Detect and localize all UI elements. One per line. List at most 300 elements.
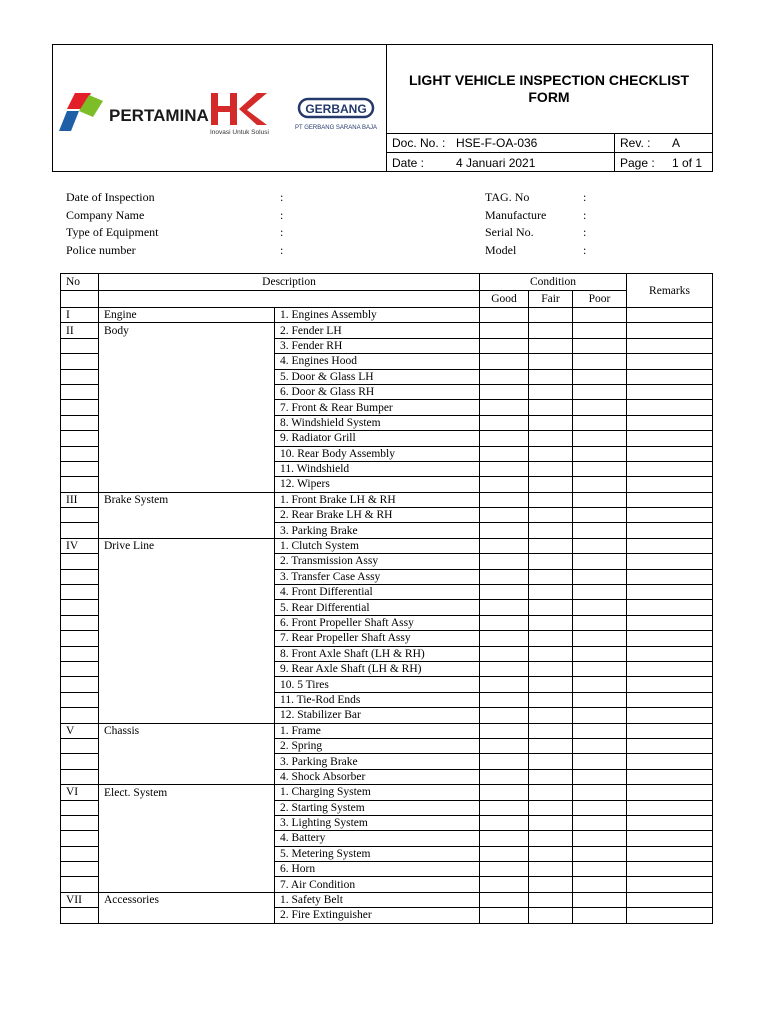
condition-poor-cell[interactable] xyxy=(573,892,627,907)
condition-poor-cell[interactable] xyxy=(573,831,627,846)
remarks-cell[interactable] xyxy=(627,554,713,569)
remarks-cell[interactable] xyxy=(627,538,713,553)
remarks-cell[interactable] xyxy=(627,461,713,476)
section-name-cell xyxy=(99,615,275,630)
section-number-cell xyxy=(61,600,99,615)
condition-good-cell[interactable] xyxy=(480,846,529,861)
condition-good-cell[interactable] xyxy=(480,585,529,600)
table-row xyxy=(61,785,713,800)
section-number-cell xyxy=(61,677,99,692)
condition-poor-cell[interactable] xyxy=(573,354,627,369)
condition-fair-cell[interactable] xyxy=(529,431,573,446)
condition-poor-cell[interactable] xyxy=(573,723,627,738)
condition-fair-cell[interactable] xyxy=(529,677,573,692)
item-description-cell: 2. Starting System xyxy=(275,800,480,815)
condition-poor-cell[interactable] xyxy=(573,738,627,753)
section-name-cell xyxy=(99,477,275,492)
condition-fair-cell[interactable] xyxy=(529,631,573,646)
condition-good-cell[interactable] xyxy=(480,754,529,769)
condition-good-cell[interactable] xyxy=(480,708,529,723)
header-good: Good xyxy=(480,291,529,308)
condition-poor-cell[interactable] xyxy=(573,400,627,415)
remarks-cell[interactable] xyxy=(627,477,713,492)
item-description-cell: 7. Rear Propeller Shaft Assy xyxy=(275,631,480,646)
item-description-cell: 6. Horn xyxy=(275,862,480,877)
info-field-label: Date of Inspection xyxy=(66,190,155,204)
remarks-cell[interactable] xyxy=(627,754,713,769)
section-name-cell xyxy=(99,400,275,415)
header-poor: Poor xyxy=(573,291,627,308)
remarks-cell[interactable] xyxy=(627,600,713,615)
item-description-cell: 2. Rear Brake LH & RH xyxy=(275,508,480,523)
item-description-cell: 2. Fire Extinguisher xyxy=(275,908,480,923)
condition-poor-cell[interactable] xyxy=(573,492,627,507)
section-number-cell xyxy=(61,754,99,769)
condition-good-cell[interactable] xyxy=(480,415,529,430)
item-description-cell: 9. Radiator Grill xyxy=(275,431,480,446)
condition-fair-cell[interactable] xyxy=(529,908,573,923)
condition-fair-cell[interactable] xyxy=(529,554,573,569)
title-line-1: LIGHT VEHICLE INSPECTION CHECKLIST xyxy=(408,72,689,88)
section-number-cell xyxy=(61,554,99,569)
remarks-cell[interactable] xyxy=(627,692,713,707)
section-name-cell xyxy=(99,908,275,923)
condition-fair-cell[interactable] xyxy=(529,815,573,830)
condition-poor-cell[interactable] xyxy=(573,308,627,323)
item-description-cell: 5. Metering System xyxy=(275,846,480,861)
item-description-cell: 4. Shock Absorber xyxy=(275,769,480,784)
condition-fair-cell[interactable] xyxy=(529,492,573,507)
condition-good-cell[interactable] xyxy=(480,661,529,676)
remarks-cell[interactable] xyxy=(627,677,713,692)
condition-fair-cell[interactable] xyxy=(529,769,573,784)
item-description-cell: 1. Charging System xyxy=(275,785,480,800)
condition-good-cell[interactable] xyxy=(480,692,529,707)
page-label: Page : xyxy=(620,156,655,170)
condition-good-cell[interactable] xyxy=(480,477,529,492)
table-row xyxy=(61,585,713,600)
condition-fair-cell[interactable] xyxy=(529,323,573,338)
condition-poor-cell[interactable] xyxy=(573,661,627,676)
section-name-cell: Body xyxy=(99,323,275,338)
condition-fair-cell[interactable] xyxy=(529,369,573,384)
item-description-cell: 1. Safety Belt xyxy=(275,892,480,907)
section-name-cell xyxy=(99,354,275,369)
condition-fair-cell[interactable] xyxy=(529,785,573,800)
remarks-cell[interactable] xyxy=(627,723,713,738)
section-number-cell xyxy=(61,815,99,830)
section-number-cell: III xyxy=(61,492,99,507)
condition-fair-cell[interactable] xyxy=(529,415,573,430)
condition-fair-cell[interactable] xyxy=(529,446,573,461)
condition-good-cell[interactable] xyxy=(480,492,529,507)
condition-fair-cell[interactable] xyxy=(529,892,573,907)
condition-fair-cell[interactable] xyxy=(529,585,573,600)
table-row xyxy=(61,862,713,877)
condition-poor-cell[interactable] xyxy=(573,446,627,461)
remarks-cell[interactable] xyxy=(627,708,713,723)
condition-good-cell[interactable] xyxy=(480,723,529,738)
condition-poor-cell[interactable] xyxy=(573,323,627,338)
hk-logo xyxy=(210,93,269,136)
inspection-info-left xyxy=(66,190,306,260)
condition-good-cell[interactable] xyxy=(480,631,529,646)
table-row xyxy=(61,708,713,723)
section-number-cell xyxy=(61,908,99,923)
table-row xyxy=(61,323,713,338)
condition-fair-cell[interactable] xyxy=(529,661,573,676)
remarks-cell[interactable] xyxy=(627,492,713,507)
date-value: 4 Januari 2021 xyxy=(456,156,536,170)
table-row xyxy=(61,831,713,846)
company-logos xyxy=(53,45,385,171)
remarks-cell[interactable] xyxy=(627,785,713,800)
condition-good-cell[interactable] xyxy=(480,769,529,784)
condition-good-cell[interactable] xyxy=(480,461,529,476)
condition-poor-cell[interactable] xyxy=(573,862,627,877)
remarks-cell[interactable] xyxy=(627,415,713,430)
remarks-cell[interactable] xyxy=(627,846,713,861)
item-description-cell: 1. Engines Assembly xyxy=(275,308,480,323)
info-field-label: Model xyxy=(485,242,517,257)
section-name-cell xyxy=(99,769,275,784)
condition-fair-cell[interactable] xyxy=(529,384,573,399)
condition-poor-cell[interactable] xyxy=(573,384,627,399)
info-field-label: Manufacture xyxy=(485,207,547,222)
condition-good-cell[interactable] xyxy=(480,523,529,538)
section-number-cell xyxy=(61,646,99,661)
remarks-cell[interactable] xyxy=(627,800,713,815)
item-description-cell: 8. Front Axle Shaft (LH & RH) xyxy=(275,646,480,661)
condition-good-cell[interactable] xyxy=(480,862,529,877)
condition-good-cell[interactable] xyxy=(480,815,529,830)
date-label: Date : xyxy=(392,156,425,170)
svg-text:PERTAMINA: PERTAMINA xyxy=(109,106,209,125)
item-description-cell: 10. 5 Tires xyxy=(275,677,480,692)
item-description-cell: 7. Air Condition xyxy=(275,877,480,892)
table-row xyxy=(61,723,713,738)
remarks-cell[interactable] xyxy=(627,877,713,892)
remarks-cell[interactable] xyxy=(627,569,713,584)
condition-fair-cell[interactable] xyxy=(529,646,573,661)
section-name-cell xyxy=(99,415,275,430)
section-number-cell xyxy=(61,446,99,461)
section-number-cell: V xyxy=(61,723,99,738)
svg-text:GERBANG: GERBANG xyxy=(305,102,367,116)
condition-poor-cell[interactable] xyxy=(573,508,627,523)
condition-poor-cell[interactable] xyxy=(573,754,627,769)
section-name-cell xyxy=(99,677,275,692)
condition-good-cell[interactable] xyxy=(480,831,529,846)
table-row xyxy=(61,615,713,630)
condition-good-cell[interactable] xyxy=(480,354,529,369)
item-description-cell: 4. Front Differential xyxy=(275,585,480,600)
condition-fair-cell[interactable] xyxy=(529,400,573,415)
item-description-cell: 6. Front Propeller Shaft Assy xyxy=(275,615,480,630)
condition-fair-cell[interactable] xyxy=(529,569,573,584)
inspection-info-right xyxy=(485,190,605,260)
condition-poor-cell[interactable] xyxy=(573,708,627,723)
condition-poor-cell[interactable] xyxy=(573,461,627,476)
remarks-cell[interactable] xyxy=(627,892,713,907)
condition-fair-cell[interactable] xyxy=(529,461,573,476)
table-row xyxy=(61,554,713,569)
condition-fair-cell[interactable] xyxy=(529,738,573,753)
condition-fair-cell[interactable] xyxy=(529,877,573,892)
remarks-cell[interactable] xyxy=(627,446,713,461)
condition-good-cell[interactable] xyxy=(480,738,529,753)
rev-label: Rev. : xyxy=(620,136,651,150)
remarks-cell[interactable] xyxy=(627,508,713,523)
condition-poor-cell[interactable] xyxy=(573,569,627,584)
logo-area xyxy=(53,45,387,171)
condition-poor-cell[interactable] xyxy=(573,338,627,353)
table-row xyxy=(61,661,713,676)
condition-fair-cell[interactable] xyxy=(529,354,573,369)
condition-poor-cell[interactable] xyxy=(573,600,627,615)
condition-good-cell[interactable] xyxy=(480,308,529,323)
condition-fair-cell[interactable] xyxy=(529,846,573,861)
condition-fair-cell[interactable] xyxy=(529,308,573,323)
remarks-cell[interactable] xyxy=(627,631,713,646)
section-name-cell: Drive Line xyxy=(99,538,275,553)
condition-good-cell[interactable] xyxy=(480,369,529,384)
item-description-cell: 4. Engines Hood xyxy=(275,354,480,369)
section-number-cell xyxy=(61,877,99,892)
condition-good-cell[interactable] xyxy=(480,646,529,661)
remarks-cell[interactable] xyxy=(627,661,713,676)
info-field-label: TAG. No xyxy=(485,190,530,204)
info-field-label: Serial No. xyxy=(485,225,534,239)
section-number-cell xyxy=(61,661,99,676)
remarks-cell[interactable] xyxy=(627,523,713,538)
table-row xyxy=(61,631,713,646)
remarks-cell[interactable] xyxy=(627,769,713,784)
table-row xyxy=(61,646,713,661)
condition-poor-cell[interactable] xyxy=(573,538,627,553)
section-name-cell xyxy=(99,600,275,615)
item-description-cell: 12. Stabilizer Bar xyxy=(275,708,480,723)
table-row xyxy=(61,677,713,692)
condition-good-cell[interactable] xyxy=(480,384,529,399)
section-number-cell: VII xyxy=(61,892,99,907)
item-description-cell: 10. Rear Body Assembly xyxy=(275,446,480,461)
section-name-cell xyxy=(99,708,275,723)
condition-fair-cell[interactable] xyxy=(529,708,573,723)
section-number-cell xyxy=(61,354,99,369)
condition-poor-cell[interactable] xyxy=(573,800,627,815)
table-row xyxy=(61,415,713,430)
condition-poor-cell[interactable] xyxy=(573,415,627,430)
condition-poor-cell[interactable] xyxy=(573,369,627,384)
condition-fair-cell[interactable] xyxy=(529,862,573,877)
condition-poor-cell[interactable] xyxy=(573,908,627,923)
condition-fair-cell[interactable] xyxy=(529,831,573,846)
table-row xyxy=(61,431,713,446)
table-row xyxy=(61,892,713,907)
remarks-cell[interactable] xyxy=(627,862,713,877)
remarks-cell[interactable] xyxy=(627,908,713,923)
info-field-label: Type of Equipment xyxy=(66,225,159,239)
condition-good-cell[interactable] xyxy=(480,677,529,692)
section-number-cell: I xyxy=(61,308,99,323)
condition-poor-cell[interactable] xyxy=(573,769,627,784)
table-row xyxy=(61,569,713,584)
remarks-cell[interactable] xyxy=(627,615,713,630)
section-name-cell xyxy=(99,738,275,753)
section-number-cell xyxy=(61,369,99,384)
remarks-cell[interactable] xyxy=(627,400,713,415)
section-number-cell xyxy=(61,800,99,815)
section-name-cell xyxy=(99,446,275,461)
condition-fair-cell[interactable] xyxy=(529,754,573,769)
condition-good-cell[interactable] xyxy=(480,877,529,892)
condition-poor-cell[interactable] xyxy=(573,846,627,861)
item-description-cell: 1. Frame xyxy=(275,723,480,738)
condition-good-cell[interactable] xyxy=(480,892,529,907)
condition-fair-cell[interactable] xyxy=(529,338,573,353)
condition-poor-cell[interactable] xyxy=(573,585,627,600)
condition-poor-cell[interactable] xyxy=(573,615,627,630)
condition-good-cell[interactable] xyxy=(480,600,529,615)
remarks-cell[interactable] xyxy=(627,354,713,369)
info-field-separator: : xyxy=(280,190,284,204)
item-description-cell: 7. Front & Rear Bumper xyxy=(275,400,480,415)
section-name-cell xyxy=(99,508,275,523)
condition-good-cell[interactable] xyxy=(480,908,529,923)
section-number-cell xyxy=(61,338,99,353)
remarks-cell[interactable] xyxy=(627,323,713,338)
section-name-cell xyxy=(99,661,275,676)
item-description-cell: 3. Parking Brake xyxy=(275,754,480,769)
condition-poor-cell[interactable] xyxy=(573,677,627,692)
table-row xyxy=(61,384,713,399)
section-number-cell xyxy=(61,523,99,538)
section-name-cell: Engine xyxy=(99,308,275,323)
item-description-cell: 6. Door & Glass RH xyxy=(275,384,480,399)
remarks-cell[interactable] xyxy=(627,815,713,830)
section-number-cell xyxy=(61,769,99,784)
remarks-cell[interactable] xyxy=(627,384,713,399)
condition-fair-cell[interactable] xyxy=(529,800,573,815)
section-number-cell xyxy=(61,846,99,861)
section-name-cell xyxy=(99,831,275,846)
condition-good-cell[interactable] xyxy=(480,508,529,523)
section-name-cell xyxy=(99,815,275,830)
remarks-cell[interactable] xyxy=(627,738,713,753)
condition-poor-cell[interactable] xyxy=(573,477,627,492)
info-field-label: Police number xyxy=(66,242,136,257)
item-description-cell: 8. Windshield System xyxy=(275,415,480,430)
condition-poor-cell[interactable] xyxy=(573,631,627,646)
condition-fair-cell[interactable] xyxy=(529,600,573,615)
table-row xyxy=(61,369,713,384)
section-number-cell xyxy=(61,692,99,707)
section-name-cell xyxy=(99,338,275,353)
table-row xyxy=(61,800,713,815)
condition-fair-cell[interactable] xyxy=(529,692,573,707)
remarks-cell[interactable] xyxy=(627,369,713,384)
table-row xyxy=(61,600,713,615)
header-no-blank xyxy=(61,291,99,308)
remarks-cell[interactable] xyxy=(627,431,713,446)
table-row xyxy=(61,754,713,769)
remarks-cell[interactable] xyxy=(627,308,713,323)
condition-poor-cell[interactable] xyxy=(573,646,627,661)
info-field-separator: : xyxy=(280,207,284,222)
remarks-cell[interactable] xyxy=(627,338,713,353)
condition-poor-cell[interactable] xyxy=(573,877,627,892)
date-meta-row xyxy=(386,153,712,172)
condition-good-cell[interactable] xyxy=(480,446,529,461)
section-number-cell xyxy=(61,384,99,399)
section-name-cell xyxy=(99,461,275,476)
condition-poor-cell[interactable] xyxy=(573,692,627,707)
condition-good-cell[interactable] xyxy=(480,554,529,569)
info-field-separator: : xyxy=(583,190,587,204)
section-number-cell xyxy=(61,631,99,646)
table-row xyxy=(61,846,713,861)
item-description-cell: 3. Transfer Case Assy xyxy=(275,569,480,584)
condition-fair-cell[interactable] xyxy=(529,508,573,523)
remarks-cell[interactable] xyxy=(627,831,713,846)
info-field-separator: : xyxy=(280,225,284,239)
section-name-cell xyxy=(99,877,275,892)
condition-poor-cell[interactable] xyxy=(573,431,627,446)
condition-fair-cell[interactable] xyxy=(529,538,573,553)
condition-poor-cell[interactable] xyxy=(573,554,627,569)
condition-good-cell[interactable] xyxy=(480,400,529,415)
condition-fair-cell[interactable] xyxy=(529,523,573,538)
section-number-cell xyxy=(61,400,99,415)
condition-poor-cell[interactable] xyxy=(573,785,627,800)
remarks-cell[interactable] xyxy=(627,646,713,661)
table-row xyxy=(61,400,713,415)
info-field-label: Company Name xyxy=(66,207,145,222)
section-name-cell xyxy=(99,384,275,399)
condition-poor-cell[interactable] xyxy=(573,815,627,830)
table-row xyxy=(61,738,713,753)
condition-good-cell[interactable] xyxy=(480,800,529,815)
item-description-cell: 2. Fender LH xyxy=(275,323,480,338)
form-title xyxy=(386,45,712,134)
condition-good-cell[interactable] xyxy=(480,569,529,584)
item-description-cell: 2. Spring xyxy=(275,738,480,753)
condition-fair-cell[interactable] xyxy=(529,723,573,738)
condition-good-cell[interactable] xyxy=(480,431,529,446)
condition-fair-cell[interactable] xyxy=(529,477,573,492)
condition-good-cell[interactable] xyxy=(480,538,529,553)
svg-text:PT GERBANG SARANA BAJA: PT GERBANG SARANA BAJA xyxy=(295,125,377,131)
table-row xyxy=(61,477,713,492)
remarks-cell[interactable] xyxy=(627,585,713,600)
item-description-cell: 9. Rear Axle Shaft (LH & RH) xyxy=(275,661,480,676)
condition-good-cell[interactable] xyxy=(480,615,529,630)
condition-fair-cell[interactable] xyxy=(529,615,573,630)
section-name-cell xyxy=(99,646,275,661)
condition-good-cell[interactable] xyxy=(480,323,529,338)
table-row xyxy=(61,877,713,892)
item-description-cell: 2. Transmission Assy xyxy=(275,554,480,569)
condition-good-cell[interactable] xyxy=(480,785,529,800)
condition-poor-cell[interactable] xyxy=(573,523,627,538)
condition-good-cell[interactable] xyxy=(480,338,529,353)
table-row xyxy=(61,692,713,707)
section-name-cell xyxy=(99,554,275,569)
header-condition: Condition xyxy=(480,274,627,291)
section-name-cell xyxy=(99,631,275,646)
table-row xyxy=(61,308,713,323)
